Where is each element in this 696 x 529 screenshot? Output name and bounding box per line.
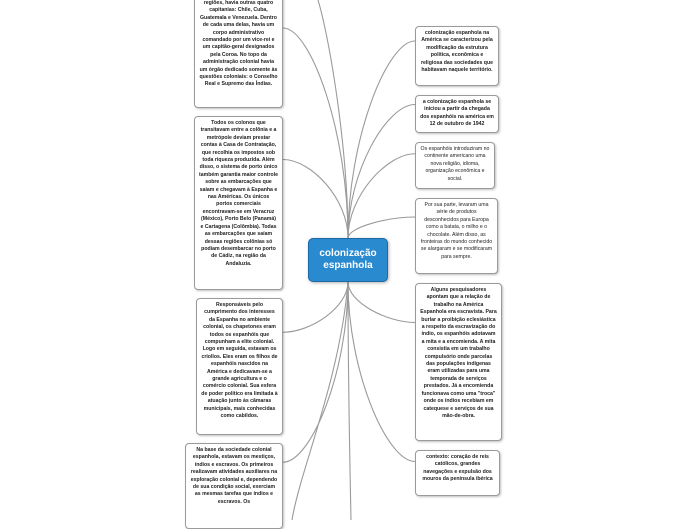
topic-node-caracterizacao[interactable] <box>415 26 499 86</box>
topic-text: Na base da sociedade colonial espanhola, estavam os mestiços, índios e escravos. Os primeiros realizavam atividades auxiliares na exploração colonial e, dependendo de sua condição social, exerciam as mesmas tarefas que índios e escravos. Os <box>190 447 278 505</box>
link-inicio <box>348 105 415 239</box>
topic-node-mita-encomienda[interactable] <box>415 283 502 441</box>
topic-node-produtos[interactable] <box>415 198 498 274</box>
link-casa-de-contratacao <box>283 160 348 239</box>
link-mita-encomienda <box>348 282 415 323</box>
topic-text: Todos os colonos que transitavam entre a colônia e a metrópole deviam prestar contas à Casa de Contratação, que recolhia os impostos sob toda riqueza produzida. Além disso, o sistema de porto único também garantia maior controle sobre as embarcações que saíam e chegavam à Espanha e nas Américas. Os únicos portos comerciais encontravam-se em Veracruz (México), Porto Belo (Panamá) e Cartagena (Colômbia). Todas as embarcações que saíam dessas regiões colônias só podiam desembarcar no porto de Cádiz, na região da Andaluzia. <box>199 120 278 267</box>
topic-text: regiões, havia outras quatro capitanias: Chile, Cuba, Guatemala e Venezuela. Dentro de cada uma delas, havia um corpo administrativo comandado por um vice-rei e um capitão-geral designados pela Coroa. No topo da administração colonial havia um órgão dedicado somente às questões coloniais: o Conselho Real e Supremo das Índias. <box>199 0 278 88</box>
topic-text: Por sua parte, levaram uma série de produtos desconhecidos para Europa como a batata, o milho e o chocolate. Além disso, as fronteiras do mundo conhecido se alargaram e se modificaram para sempre. <box>420 202 493 260</box>
topic-text: Responsáveis pelo cumprimento dos interesses da Espanha no ambiente colonial, os chapetones eram todos os espanhóis que compunham a elite colonial. Logo em seguida, estavam os criollos. Eles eram os filhos de espanhóis nascidos na América e dedicavam-se a grande agricultura e o comércio colonial. Sua esfera de poder político era limitada à atuação junto às câmaras municipais, mais conhecidas como cabildos. <box>201 302 278 420</box>
link-offscreen-bottom-left <box>292 282 348 520</box>
topic-node-chapetones-criollos[interactable] <box>196 298 283 435</box>
central-topic[interactable] <box>308 238 388 282</box>
link-contexto <box>348 282 415 462</box>
topic-text: colonização espanhola na América se caracterizou pela modificação da estrutura política, econômica e religiosa das sociedades que habitavam naquele território. <box>420 30 494 74</box>
topic-text: Alguns pesquisadores apontam que a relação de trabalho na América Espanhola era escravista. Para burlar a proibição eclesiástica a respeito da escravização do índio, os espanhóis adotavam a mita e a encomienda. A mita consistia em um trabalho compulsório onde parcelas das populações indígenas eram utilizadas para uma temporada de serviços prestados. Já a encomienda funcionava como uma "troca" onde os índios recebiam em catequese e serviços de sua mão-de-obra. <box>420 287 497 419</box>
topic-node-capitanias[interactable] <box>194 0 283 108</box>
link-chapetones-criollos <box>283 282 348 332</box>
topic-text: contexto: coração de reis católicos, grandes navegações e expulsão dos mouros da península ibérica <box>422 454 493 483</box>
topic-node-inicio[interactable] <box>415 95 499 133</box>
link-religiao-idioma <box>348 154 415 238</box>
topic-node-base-da-sociedade[interactable] <box>185 443 283 529</box>
topic-text: a colonização espanhola se iniciou a partir da chegada dos espanhóis na américa em 12 de outubro de 1942 <box>420 99 494 128</box>
topic-node-religiao-idioma[interactable] <box>415 142 495 189</box>
topic-text: Os espanhóis introduziram no continente americano uma nova religião, idioma, organização econômica e social. <box>420 146 490 182</box>
link-caracterizacao <box>348 41 415 238</box>
link-capitanias <box>283 28 348 238</box>
topic-node-casa-de-contratacao[interactable] <box>194 116 283 290</box>
central-topic-label: colonização espanhola <box>319 248 377 271</box>
link-produtos <box>348 217 415 238</box>
topic-node-contexto[interactable] <box>415 450 500 496</box>
